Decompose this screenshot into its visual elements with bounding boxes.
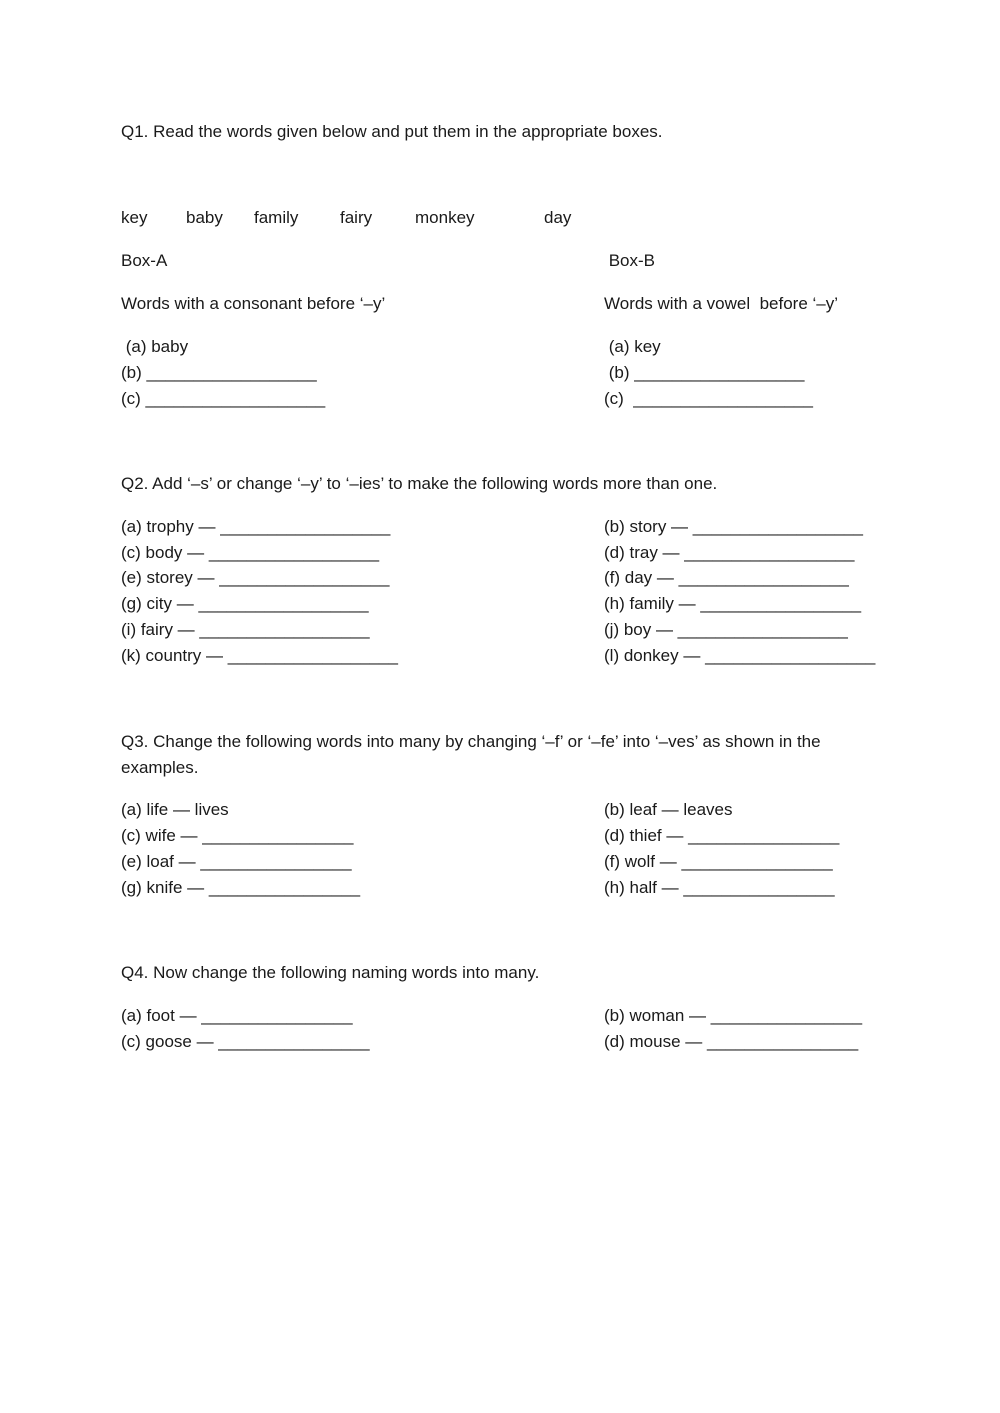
q2-item: (h) family — _________________ <box>604 594 862 613</box>
box-b-item: (a) key <box>604 337 661 356</box>
q2-item: (i) fairy — __________________ <box>121 620 370 639</box>
q2-item: (d) tray — __________________ <box>604 543 855 562</box>
q3-question: Q3. Change the following words into many by changing ‘–f’ or ‘–fe’ into ‘–ves’ as shown in the <box>121 732 821 751</box>
q1-question: Q1. Read the words given below and put them in the appropriate boxes. <box>121 122 663 141</box>
word-fairy: fairy <box>340 208 373 227</box>
q3-item: (g) knife — ________________ <box>121 878 361 897</box>
q4-question: Q4. Now change the following naming words into many. <box>121 963 540 982</box>
q2-item: (a) trophy — __________________ <box>121 517 391 536</box>
word-family: family <box>254 208 299 227</box>
box-a-item: (a) baby <box>121 337 189 356</box>
q4-item: (c) goose — ________________ <box>121 1032 370 1051</box>
q2-item: (f) day — __________________ <box>604 568 849 587</box>
q2-item: (c) body — __________________ <box>121 543 380 562</box>
word-baby: baby <box>186 208 223 227</box>
q2-item: (l) donkey — __________________ <box>604 646 876 665</box>
box-b-title: Box-B <box>604 251 656 270</box>
q3-item: (e) loaf — ________________ <box>121 852 352 871</box>
box-a-description: Words with a consonant before ‘–y’ <box>121 294 386 313</box>
box-b-description: Words with a vowel before ‘–y’ <box>604 294 839 313</box>
q2-item: (j) boy — __________________ <box>604 620 848 639</box>
q4-item: (d) mouse — ________________ <box>604 1032 859 1051</box>
box-b-item: (c) ___________________ <box>604 389 813 408</box>
word-day: day <box>544 208 572 227</box>
word-monkey: monkey <box>415 208 475 227</box>
q3-item: (a) life — lives <box>121 800 229 819</box>
box-a-item: (b) __________________ <box>121 363 317 382</box>
q2-item: (k) country — __________________ <box>121 646 398 665</box>
q2-question: Q2. Add ‘–s’ or change ‘–y’ to ‘–ies’ to make the following words more than one. <box>121 474 718 493</box>
box-a-item: (c) ___________________ <box>121 389 326 408</box>
q4-item: (a) foot — ________________ <box>121 1006 353 1025</box>
q2-item: (e) storey — __________________ <box>121 568 390 587</box>
q3-item: (h) half — ________________ <box>604 878 835 897</box>
box-b-item: (b) __________________ <box>604 363 805 382</box>
q2-item: (b) story — __________________ <box>604 517 863 536</box>
q3-item: (c) wife — ________________ <box>121 826 354 845</box>
q2-item: (g) city — __________________ <box>121 594 369 613</box>
q3-item: (f) wolf — ________________ <box>604 852 833 871</box>
q4-item: (b) woman — ________________ <box>604 1006 863 1025</box>
q3-item: (d) thief — ________________ <box>604 826 840 845</box>
box-a-title: Box-A <box>121 251 168 270</box>
q3-question-continued: examples. <box>121 758 199 777</box>
q3-item: (b) leaf — leaves <box>604 800 733 819</box>
word-key: key <box>121 208 148 227</box>
